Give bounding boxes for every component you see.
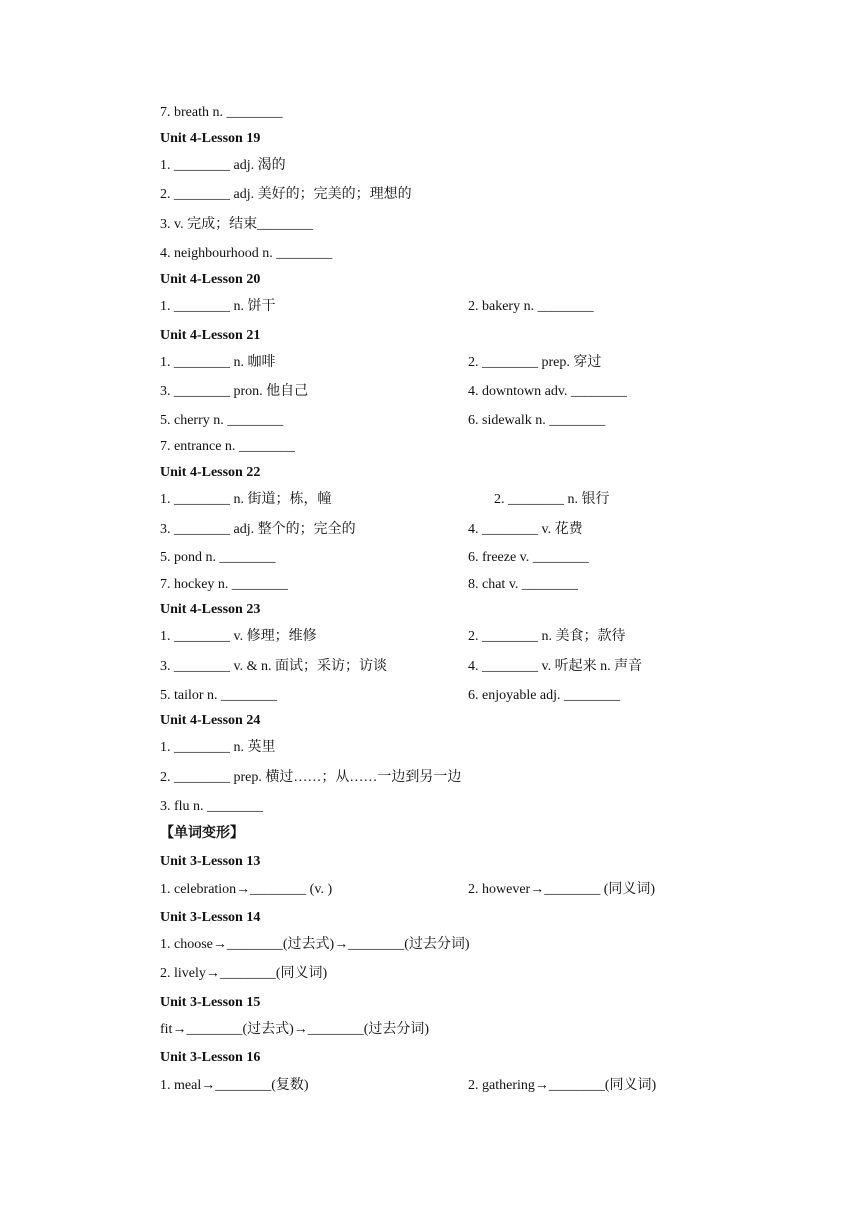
lesson-heading: Unit 4-Lesson 23 bbox=[160, 602, 261, 617]
vocab-item: 4. downtown adv. ________ bbox=[468, 384, 627, 399]
vocab-item: 6. sidewalk n. ________ bbox=[468, 413, 606, 428]
lesson-heading: Unit 3-Lesson 16 bbox=[160, 1050, 261, 1065]
lesson-heading: Unit 4-Lesson 20 bbox=[160, 272, 261, 287]
vocab-item: 1. ________ adj. 渴的 bbox=[160, 158, 286, 173]
form-item: 2. gathering→________(同义词) bbox=[468, 1078, 657, 1093]
vocab-item: 3. ________ pron. 他自己 bbox=[160, 384, 309, 399]
vocab-item: 7. hockey n. ________ bbox=[160, 577, 288, 592]
form-item: 2. lively→________(同义词) bbox=[160, 966, 328, 981]
vocab-item: 5. tailor n. ________ bbox=[160, 688, 278, 703]
lesson-heading: Unit 4-Lesson 19 bbox=[160, 131, 261, 146]
vocab-item: 5. pond n. ________ bbox=[160, 550, 276, 565]
vocab-item: 4. ________ v. 花费 bbox=[468, 522, 583, 537]
vocab-item: 7. entrance n. ________ bbox=[160, 439, 295, 454]
vocab-item: 3. ________ adj. 整个的；完全的 bbox=[160, 522, 356, 537]
vocab-item: 6. freeze v. ________ bbox=[468, 550, 589, 565]
form-item: 1. celebration→________ (v. ) bbox=[160, 882, 333, 897]
lesson-heading: Unit 3-Lesson 14 bbox=[160, 910, 261, 925]
vocab-item: 2. bakery n. ________ bbox=[468, 299, 594, 314]
vocab-item: 7. breath n. ________ bbox=[160, 105, 283, 120]
form-item: 1. choose→________(过去式)→________(过去分词) bbox=[160, 937, 470, 952]
vocab-item: 3. flu n. ________ bbox=[160, 799, 264, 814]
vocab-item: 2. ________ adj. 美好的；完美的；理想的 bbox=[160, 187, 412, 202]
vocab-item: 4. neighbourhood n. ________ bbox=[160, 246, 333, 261]
vocab-item: 3. ________ v. & n. 面试；采访；访谈 bbox=[160, 659, 387, 674]
vocab-item: 1. ________ n. 饼干 bbox=[160, 299, 276, 314]
form-item: fit→________(过去式)→________(过去分词) bbox=[160, 1022, 430, 1037]
vocab-item: 8. chat v. ________ bbox=[468, 577, 578, 592]
vocab-item: 1. ________ n. 咖啡 bbox=[160, 355, 276, 370]
form-item: 2. however→________ (同义词) bbox=[468, 882, 656, 897]
vocab-item: 1. ________ n. 街道；栋，幢 bbox=[160, 492, 332, 507]
section-heading: 【单词变形】 bbox=[160, 826, 244, 841]
vocab-item: 2. ________ prep. 横过……；从……一边到另一边 bbox=[160, 770, 462, 785]
vocab-item: 3. v. 完成；结束________ bbox=[160, 217, 314, 232]
vocab-item: 2. ________ prep. 穿过 bbox=[468, 355, 602, 370]
vocab-item: 2. ________ n. 银行 bbox=[494, 492, 610, 507]
vocab-item: 2. ________ n. 美食；款待 bbox=[468, 629, 626, 644]
vocab-item: 1. ________ v. 修理；维修 bbox=[160, 629, 317, 644]
lesson-heading: Unit 3-Lesson 13 bbox=[160, 854, 261, 869]
vocab-item: 4. ________ v. 听起来 n. 声音 bbox=[468, 659, 643, 674]
lesson-heading: Unit 4-Lesson 21 bbox=[160, 328, 261, 343]
lesson-heading: Unit 3-Lesson 15 bbox=[160, 995, 261, 1010]
vocab-item: 6. enjoyable adj. ________ bbox=[468, 688, 621, 703]
lesson-heading: Unit 4-Lesson 22 bbox=[160, 465, 261, 480]
lesson-heading: Unit 4-Lesson 24 bbox=[160, 713, 261, 728]
form-item: 1. meal→________(复数) bbox=[160, 1078, 309, 1093]
vocab-item: 5. cherry n. ________ bbox=[160, 413, 284, 428]
vocab-item: 1. ________ n. 英里 bbox=[160, 740, 276, 755]
